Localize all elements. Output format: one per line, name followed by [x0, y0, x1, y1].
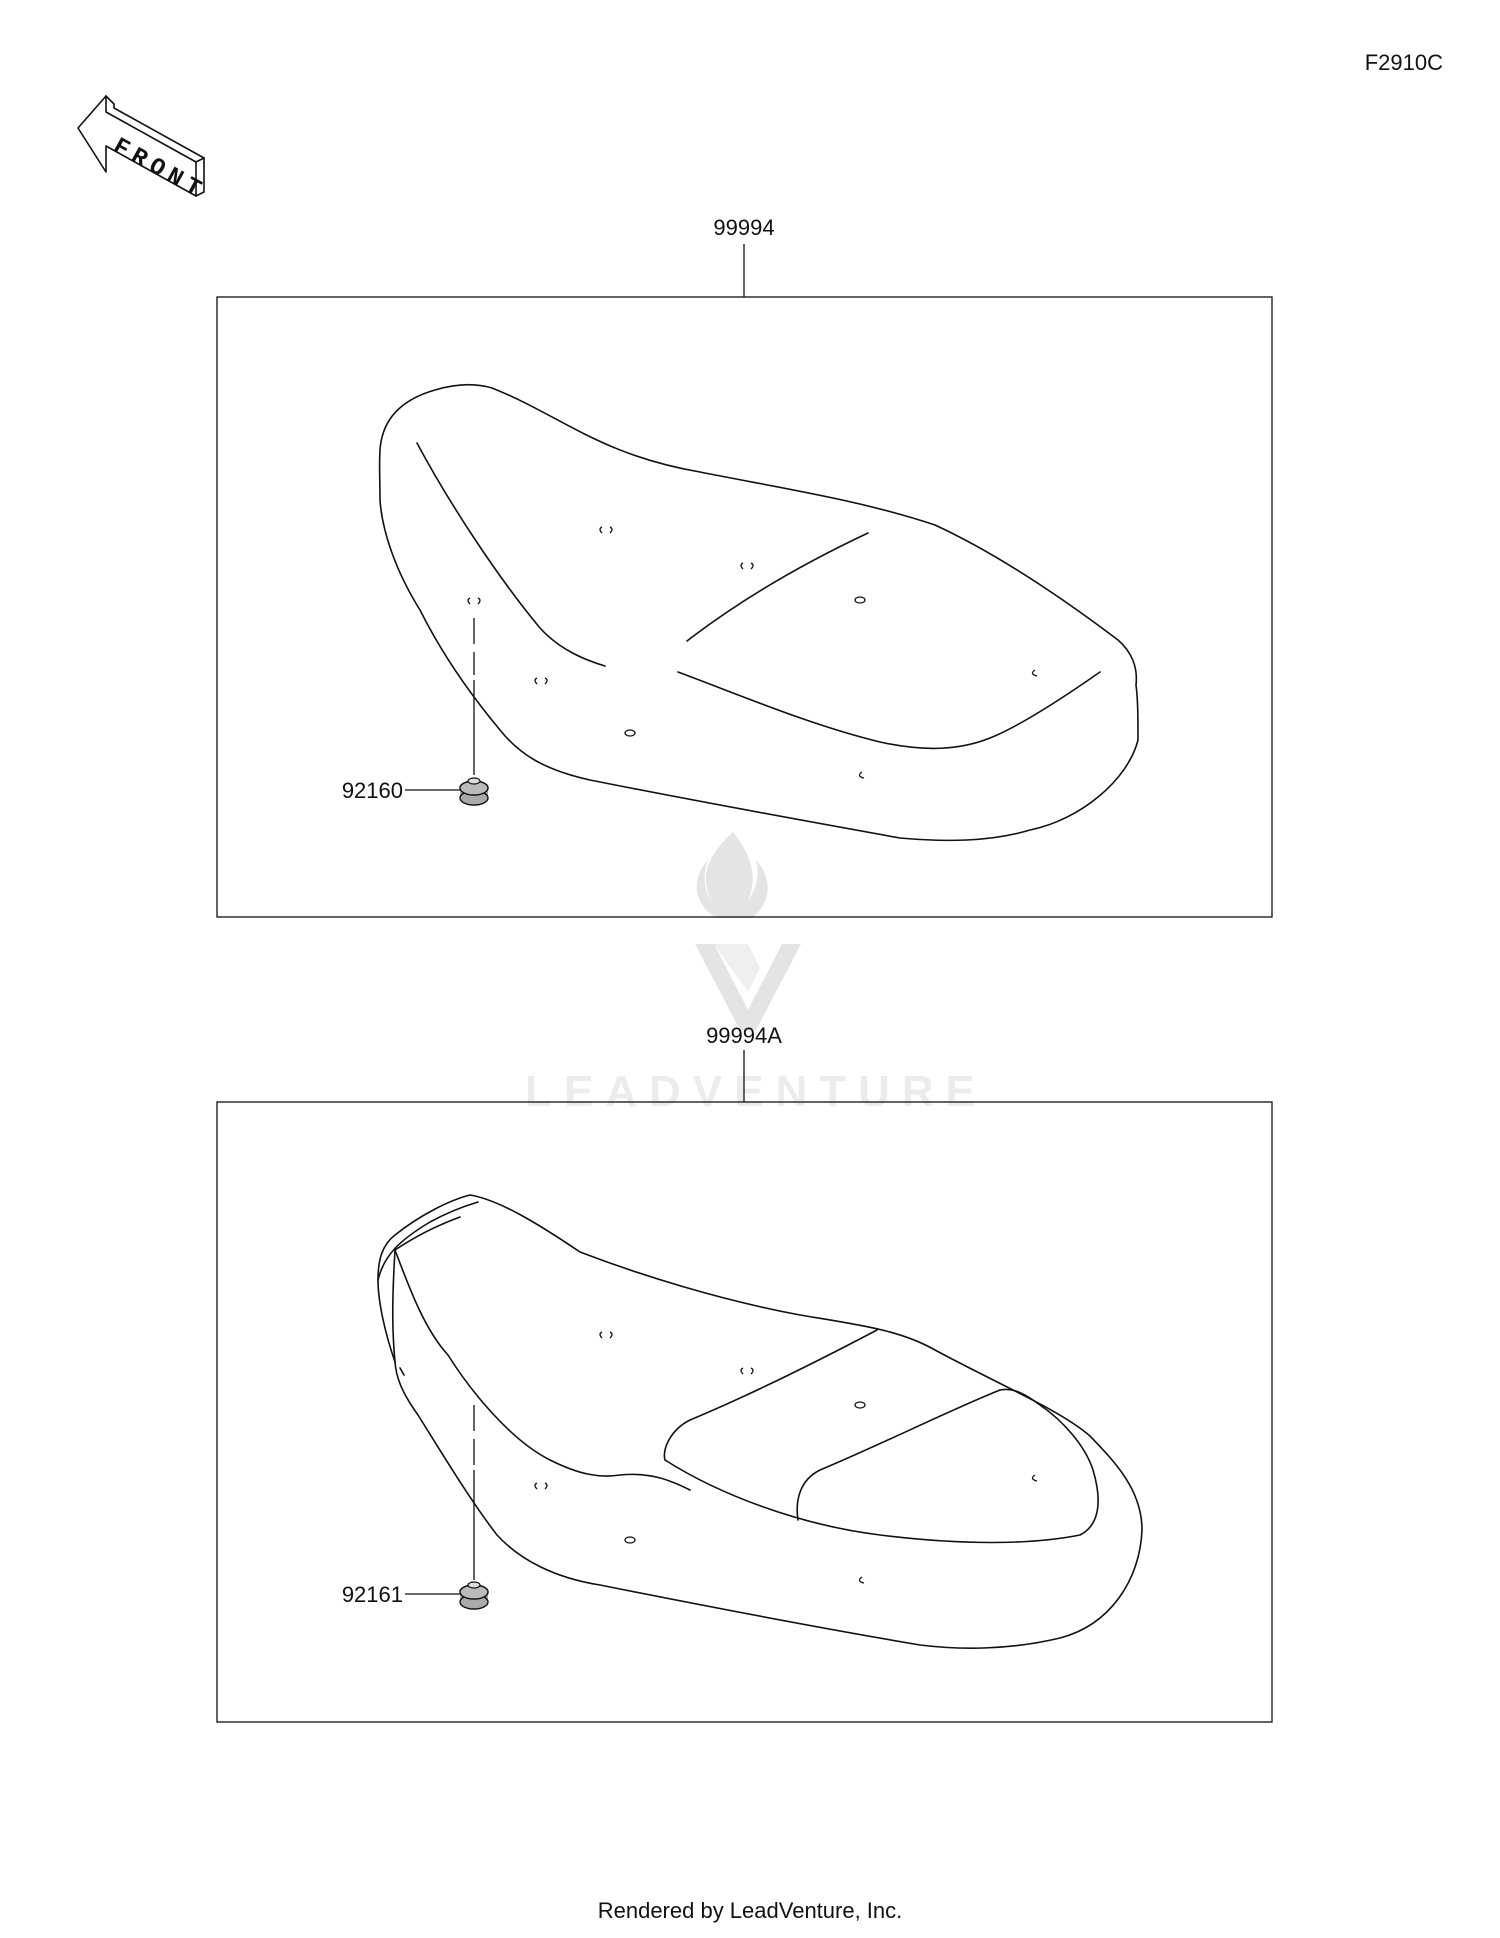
assembly-frame-99994A	[217, 1102, 1272, 1722]
watermark-text: LEADVENTURE	[524, 1067, 988, 1116]
part-label-99994[interactable]: 99994	[713, 215, 775, 240]
seat-drawing-99994A	[378, 1195, 1142, 1648]
part-label-92161[interactable]: 92161	[341, 1582, 403, 1607]
fastener-icon[interactable]	[460, 1582, 488, 1609]
front-arrow-icon	[78, 96, 210, 206]
part-label-99994A[interactable]: 99994A	[706, 1023, 782, 1048]
fastener-icon[interactable]	[460, 778, 488, 805]
diagram-code: F2910C	[1364, 50, 1443, 75]
assembly-99994[interactable]	[217, 215, 1272, 917]
assembly-99994A[interactable]	[217, 1023, 1272, 1722]
leadventure-flame-logo	[697, 832, 768, 918]
assembly-frame-99994	[217, 297, 1272, 917]
seat-drawing-99994	[380, 385, 1138, 841]
footer-credit: Rendered by LeadVenture, Inc.	[597, 1898, 903, 1923]
front-arrow-label: FRONT	[108, 133, 211, 207]
part-label-92160[interactable]: 92160	[341, 778, 403, 803]
leadventure-watermark	[525, 832, 987, 1116]
